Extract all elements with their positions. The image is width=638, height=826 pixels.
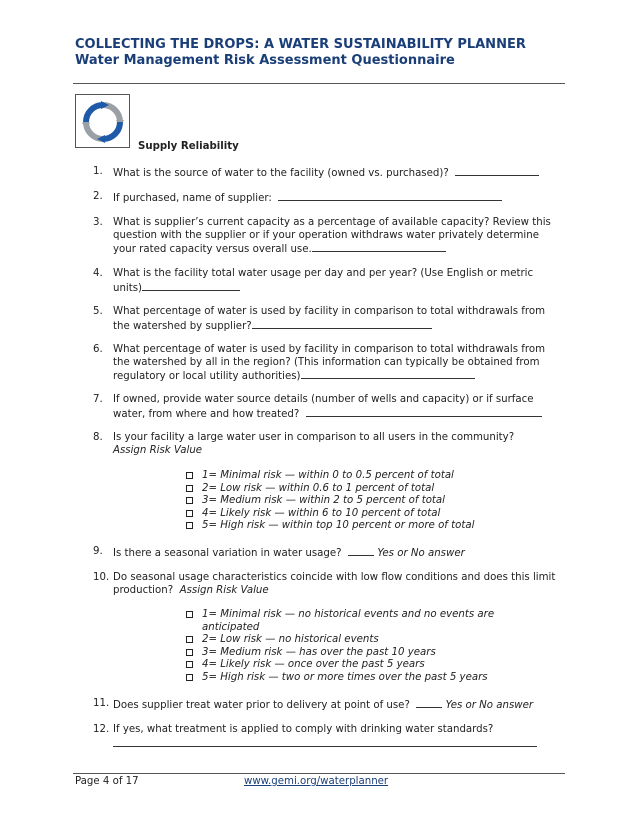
question-text: What is the source of water to the facility (owned vs. purchased)? bbox=[113, 168, 449, 179]
question-number: 6. bbox=[93, 344, 103, 355]
document-subtitle: Water Management Risk Assessment Questionnaire bbox=[75, 53, 455, 68]
answer-blank[interactable] bbox=[455, 166, 539, 176]
cycle-arrows-icon bbox=[80, 99, 126, 145]
question-text: What is the facility total water usage per day and per year? (Use English or metric units) bbox=[113, 268, 534, 294]
answer-blank[interactable] bbox=[416, 698, 442, 708]
question-number: 9. bbox=[93, 546, 103, 557]
checkbox[interactable] bbox=[186, 522, 193, 529]
question-note: Assign Risk Value bbox=[113, 444, 203, 456]
answer-blank[interactable] bbox=[278, 191, 502, 201]
document-title: COLLECTING THE DROPS: A WATER SUSTAINABILITY PLANNER bbox=[75, 37, 526, 52]
checkbox[interactable] bbox=[186, 485, 193, 492]
answer-blank[interactable] bbox=[113, 746, 537, 747]
question-6 bbox=[93, 344, 563, 384]
risk-option[interactable]: 4= Likely risk — within 6 to 10 percent of total bbox=[185, 508, 474, 521]
question-10 bbox=[93, 572, 563, 597]
risk-option[interactable]: 5= High risk — within top 10 percent or more of total bbox=[185, 520, 474, 533]
checkbox[interactable] bbox=[186, 636, 193, 643]
section-title: Supply Reliability bbox=[138, 141, 239, 152]
question-text: Is there a seasonal variation in water usage? bbox=[113, 548, 342, 559]
question-7 bbox=[93, 394, 563, 421]
question-text: What is supplier’s current capacity as a percentage of available capacity? Review this question with the supplier or if your operation withdraws water privately determine your rated capacity versus overall use. bbox=[113, 217, 551, 256]
checkbox[interactable] bbox=[186, 497, 193, 504]
checkbox[interactable] bbox=[186, 649, 193, 656]
risk-option[interactable]: 1= Minimal risk — no historical events and no events are anticipated bbox=[185, 609, 515, 634]
question-1 bbox=[93, 166, 563, 181]
question-number: 5. bbox=[93, 306, 103, 317]
checkbox[interactable] bbox=[186, 510, 193, 517]
risk-option[interactable]: 1= Minimal risk — within 0 to 0.5 percent of total bbox=[185, 470, 474, 483]
risk-option[interactable]: 2= Low risk — no historical events bbox=[185, 634, 515, 647]
answer-blank[interactable] bbox=[252, 319, 432, 329]
question-number: 4. bbox=[93, 268, 103, 279]
question-number: 12. bbox=[93, 724, 110, 735]
question-text: Does supplier treat water prior to delivery at point of use? bbox=[113, 700, 410, 711]
question-2 bbox=[93, 191, 563, 206]
question-text: If owned, provide water source details (number of wells and capacity) or if surface water, from where and how treated? bbox=[113, 394, 534, 420]
question-3 bbox=[93, 217, 563, 257]
risk-option[interactable]: 2= Low risk — within 0.6 to 1 percent of total bbox=[185, 483, 474, 496]
checkbox[interactable] bbox=[186, 674, 193, 681]
page-number: Page 4 of 17 bbox=[75, 776, 139, 787]
answer-blank[interactable] bbox=[348, 546, 374, 556]
header-divider bbox=[73, 83, 565, 84]
footer-link[interactable]: www.gemi.org/waterplanner bbox=[244, 776, 389, 787]
question-11 bbox=[93, 698, 563, 713]
question-note: Yes or No answer bbox=[445, 700, 534, 711]
risk-option[interactable]: 5= High risk — two or more times over the past 5 years bbox=[185, 672, 515, 685]
question-number: 11. bbox=[93, 698, 110, 709]
checkbox[interactable] bbox=[186, 661, 193, 668]
risk-option[interactable]: 4= Likely risk — once over the past 5 years bbox=[185, 659, 515, 672]
risk-options-q10 bbox=[185, 609, 515, 685]
question-5 bbox=[93, 306, 563, 333]
question-text: If purchased, name of supplier: bbox=[113, 193, 272, 204]
question-text: What percentage of water is used by facility in comparison to total withdrawals from the watershed by supplier? bbox=[113, 306, 546, 332]
question-number: 8. bbox=[93, 432, 103, 443]
question-note: Assign Risk Value bbox=[179, 584, 269, 596]
question-9 bbox=[93, 546, 563, 561]
question-number: 10. bbox=[93, 572, 110, 583]
answer-blank[interactable] bbox=[142, 281, 240, 291]
question-text: Is your facility a large water user in comparison to all users in the community? bbox=[113, 432, 515, 443]
question-text: If yes, what treatment is applied to comply with drinking water standards? bbox=[113, 724, 494, 735]
question-4 bbox=[93, 268, 563, 295]
footer-divider bbox=[73, 773, 565, 774]
question-number: 7. bbox=[93, 394, 103, 405]
question-text: What percentage of water is used by facility in comparison to total withdrawals from the watershed by all in the region? (This information can typically be obtained from regulatory or local utility authorities) bbox=[113, 344, 546, 383]
risk-option[interactable]: 3= Medium risk — has over the past 10 years bbox=[185, 647, 515, 660]
question-12 bbox=[93, 724, 563, 737]
question-text: Do seasonal usage characteristics coincide with low flow conditions and does this limit production? bbox=[113, 572, 556, 596]
answer-blank[interactable] bbox=[306, 407, 542, 417]
risk-option[interactable]: 3= Medium risk — within 2 to 5 percent of total bbox=[185, 495, 474, 508]
question-number: 2. bbox=[93, 191, 103, 202]
page-header bbox=[75, 37, 526, 69]
question-number: 3. bbox=[93, 217, 103, 228]
question-number: 1. bbox=[93, 166, 103, 177]
question-8 bbox=[93, 432, 563, 457]
answer-blank[interactable] bbox=[301, 369, 475, 379]
answer-blank[interactable] bbox=[312, 242, 446, 252]
checkbox[interactable] bbox=[186, 472, 193, 479]
question-note: Yes or No answer bbox=[377, 548, 465, 559]
risk-options-q8 bbox=[185, 470, 474, 533]
checkbox[interactable] bbox=[186, 611, 193, 618]
section-icon-box bbox=[75, 94, 130, 148]
